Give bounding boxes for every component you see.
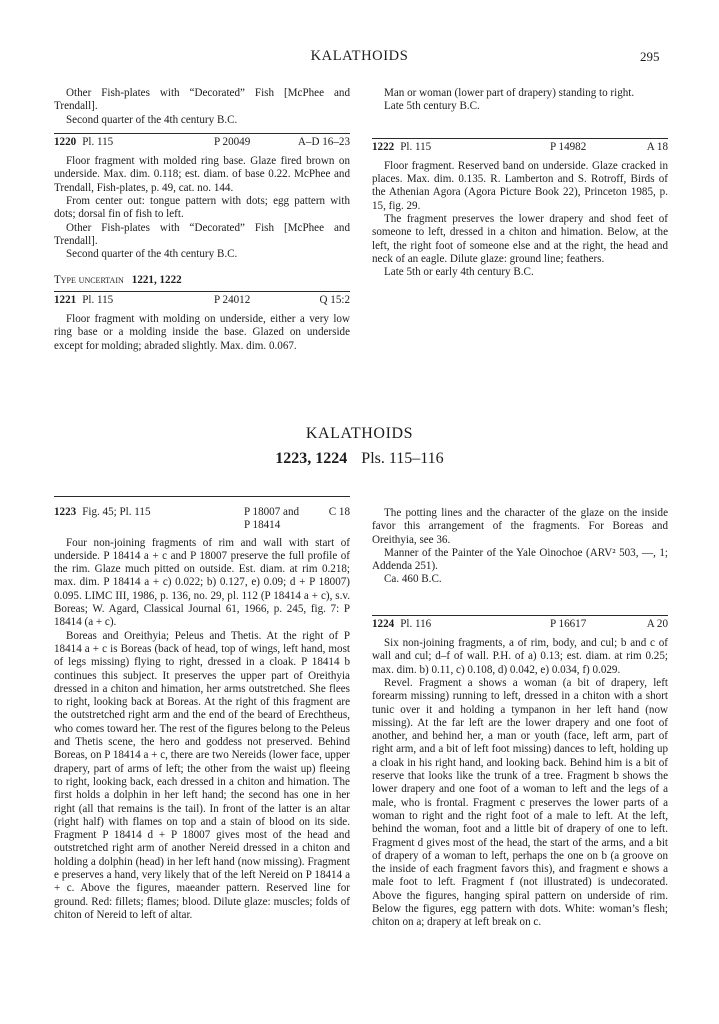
entry-heading-1221 bbox=[54, 294, 350, 307]
section-subtitle bbox=[0, 452, 719, 465]
paragraph: Late 5th century B.C. bbox=[384, 100, 480, 113]
type-heading bbox=[54, 274, 350, 287]
paragraph: Floor fragment with molding on underside, either a very low ring base or a molding inside the base. Glazed on underside except for molding; abraded slightly. Max. dim. 0.067. bbox=[54, 313, 350, 352]
paragraph: Floor fragment. Reserved band on underside. Glaze cracked in places. Max. dim. 0.135. R. Lamberton and S. Rotroff, Birds of the Athenian Agora (Agora Picture Book 22), Princeton 1985, p. 15, fig. 29. bbox=[372, 159, 668, 212]
entry-heading-1222 bbox=[372, 141, 668, 154]
paragraph: Revel. Fragment a shows a woman (a bit of drapery, left forearm missing) running to left, dressed in a chiton with a short tunic over it and holding a tympanon in her left hand (now missing). At the far left are the lower drapery and one foot of another, and behind her, a man or youth (face, left arm, part of right arm, and a bit of left foot missing) dances to left, holding up a cloak in his right hand, and looking back. Behind him is a bit of reserve that looks like the trunk of a tree. Fragment b shows the lower drapery and one foot of a woman to left and the legs of a male, who is frontal. Fragment c preserves the lower parts of a woman to right and the right foot of a male to left. At the left, behind the woman, foot and a little bit of drapery of one to left. Fragment d gives most of the head, the start of the arms, and a bit of drapery of a woman to left, perhaps the one on b (a groove on the inside of each fragment favors this), and fragment e shows a male foot to left. Fragment f (not illustrated) is undecorated. Above the figures, hanging spiral pattern on underside of rim. Below the figures, egg pattern with dots. White: woman’s flesh; chiton on a; drapery at left break on c. bbox=[372, 676, 668, 929]
entry-heading-1224 bbox=[372, 618, 668, 631]
paragraph: Late 5th or early 4th century B.C. bbox=[384, 266, 534, 279]
entry-grid: A–D 16–23 bbox=[297, 135, 350, 148]
entry-inventory-line: P 18007 and bbox=[244, 506, 300, 518]
entry-inventory: P 14982 bbox=[550, 140, 587, 153]
paragraph: Second quarter of the 4th century B.C. bbox=[66, 113, 238, 126]
paragraph: Other Fish-plates with “Decorated” Fish [McPhee and Trendall]. bbox=[54, 221, 350, 247]
section-plates: Pls. 115–116 bbox=[361, 450, 444, 467]
running-title: KALATHOIDS bbox=[310, 48, 409, 64]
entry-number: 1224 bbox=[372, 617, 395, 630]
paragraph: The fragment preserves the lower drapery and shod feet of someone to left, dressed in a chiton and himation. Below, at the left, the right foot of someone else and at the right, the head and neck of an eagle. Dilute glaze: ground line; feathers. bbox=[372, 213, 668, 265]
type-label: Type uncertain bbox=[54, 273, 124, 286]
page-number: 295 bbox=[640, 49, 660, 64]
paragraph: Six non-joining fragments, a of rim, body, and cul; b and c of wall and cul; d–f of wall. P.H. of a) 0.13; est. diam. at rim 0.25; max. dim. b) 0.11, c) 0.108, d) 0.042, e) 0.034, f) 0.029. bbox=[372, 637, 668, 676]
entry-grid: C 18 bbox=[328, 506, 350, 518]
entry-plate: Pl. 115 bbox=[82, 135, 114, 148]
entry-rule bbox=[372, 138, 668, 139]
entry-grid: Q 15:2 bbox=[319, 293, 350, 306]
entry-plate: Fig. 45; Pl. 115 bbox=[82, 506, 151, 518]
entry-rule bbox=[54, 291, 350, 292]
entry-heading-1220 bbox=[54, 136, 350, 149]
entry-plate: Pl. 115 bbox=[400, 140, 432, 153]
entry-heading-1223 bbox=[54, 506, 350, 533]
paragraph: Four non-joining fragments of rim and wall with start of underside. P 18414 a + c and P 18007 preserve the full profile of the rim. Glaze much pitted on outside. Est. diam. at rim 0.218; max. dim. P 18414 a + c) 0.022; b) 0.127, e) 0.09; d + P 18007) 0.095. LIMC III, 1986, p. 136, no. 29, pl. 112 (P 18414 a + c), s.v. Boreas; W. Agard, Classical Journal 61, 1966, p. 245, fig. 7: P 18414 (a + c). bbox=[54, 536, 350, 629]
entry-grid: A 20 bbox=[646, 617, 668, 630]
entry-rule bbox=[54, 133, 350, 134]
bottom-right-column bbox=[372, 507, 668, 930]
entry-plate: Pl. 115 bbox=[82, 293, 114, 306]
entry-number: 1220 bbox=[54, 135, 77, 148]
entry-plate: Pl. 116 bbox=[400, 617, 432, 630]
entry-inventory: P 20049 bbox=[214, 135, 251, 148]
paragraph: From center out: tongue pattern with dots; egg pattern with dots; dorsal fin of fish to left. bbox=[54, 195, 350, 221]
entry-number: 1223 bbox=[54, 506, 77, 518]
paragraph: Manner of the Painter of the Yale Oinochoe (ARV² 503, —, 1; Addenda 251). bbox=[372, 546, 668, 573]
top-left-column bbox=[54, 87, 350, 353]
bottom-left-column bbox=[54, 506, 350, 922]
entry-rule bbox=[372, 615, 668, 616]
paragraph: Second quarter of the 4th century B.C. bbox=[66, 248, 238, 261]
entry-inventory bbox=[244, 506, 316, 533]
paragraph: Floor fragment with molded ring base. Glaze fired brown on underside. Max. dim. 0.118; est. diam. of base 0.22. McPhee and Trendall, Fish-plates, p. 49, cat. no. 144. bbox=[54, 155, 350, 194]
section-numbers: 1223, 1224 bbox=[275, 450, 348, 467]
section-title: KALATHOIDS bbox=[305, 425, 414, 442]
paragraph: The potting lines and the character of the glaze on the inside favor this arrangement of the fragments. For Boreas and Oreithyia, see 36. bbox=[372, 507, 668, 546]
entry-rule bbox=[54, 496, 350, 497]
entry-number: 1221 bbox=[54, 293, 77, 306]
entry-grid: A 18 bbox=[646, 140, 668, 153]
paragraph: Boreas and Oreithyia; Peleus and Thetis. At the right of P 18414 a + c is Boreas (back of head, top of wings, left hand, most of legs missing) flying to right, dressed in a cloak. P 18414 b continues this subject. It preserves the upper part of Oreithyia dressed in a chiton and himation, her arms outstretched. She flees to right, looking back at Boreas. At the right of this fragment are the outstretched right arm and the end of the beard of Erechtheus, who comes toward her. The rest of the figures belong to the Peleus and Thetis scene, the hero and goddess not preserved. Behind Boreas, on P 18414 a + c, there are two Nereids (lower face, upper drapery, part of arms of left; the other from the waist up) fleeing to right, looking back, each dressed in a chiton and himation. The first holds a dolphin in her left hand; the second has one in her right (all that remains is the tail). In front of the latter is an altar (right half) with flames on top and a stain of blood on its side. Fragment P 18414 d + P 18007 gives most of the head and outstretched right arm of another Nereid dressed in a chiton and holding a dolphin (head) in her left hand (now missing). Fragment e preserves a hand, very likely that of the left Nereid on P 18414 a + c. Above the figures, maeander pattern. Reserved line for ground. Red: fillets; flames; blood. Dilute glaze: muscles; folds of chiton of Nereid to left of altar. bbox=[54, 629, 350, 921]
paragraph: Other Fish-plates with “Decorated” Fish [McPhee and Trendall]. bbox=[54, 87, 350, 113]
entry-number: 1222 bbox=[372, 140, 395, 153]
paragraph: Ca. 460 B.C. bbox=[384, 573, 442, 586]
entry-inventory: P 24012 bbox=[214, 293, 251, 306]
entry-inventory-line: P 18414 bbox=[244, 519, 281, 532]
paragraph: Man or woman (lower part of drapery) standing to right. bbox=[384, 87, 635, 99]
type-numbers: 1221, 1222 bbox=[131, 273, 182, 286]
top-right-column bbox=[372, 87, 668, 280]
entry-inventory: P 16617 bbox=[550, 617, 587, 630]
